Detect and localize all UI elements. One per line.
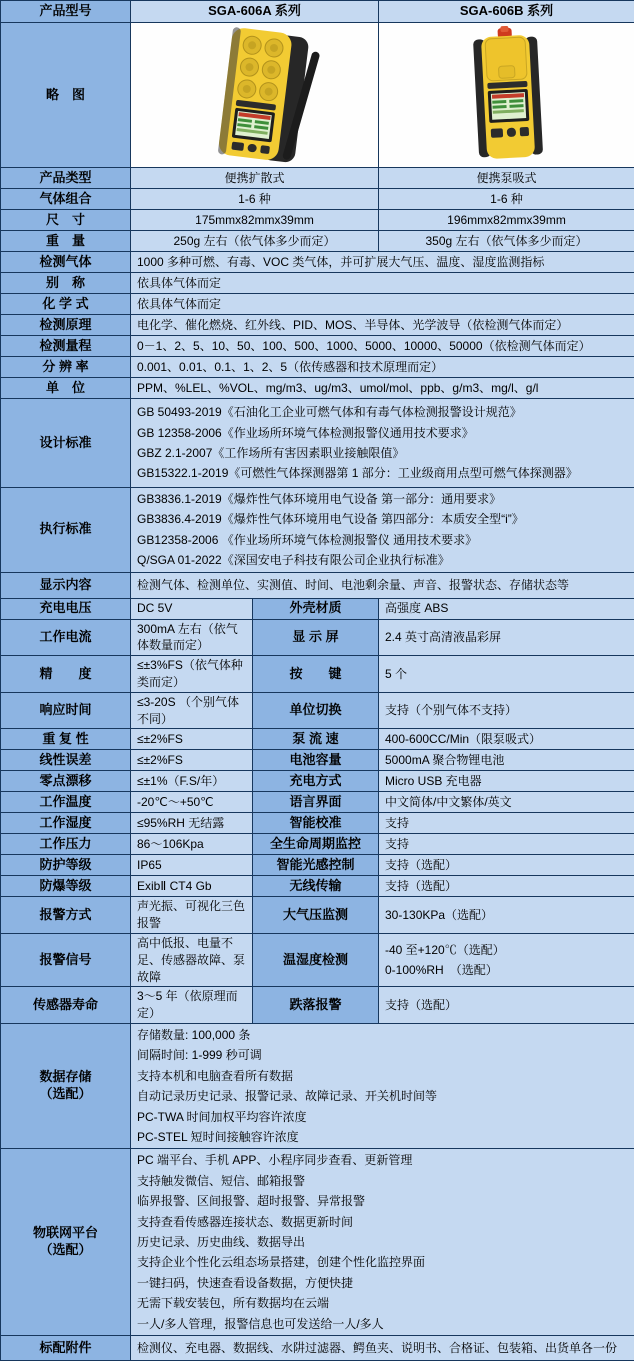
units-value: PPM、%LEL、%VOL、mg/m3、ug/m3、umol/mol、ppb、g/m3、mg/l、g/l [131,378,634,399]
table-row [1,834,634,855]
design-standard-line: GB 12358-2006《作业场所环境气体检测报警仪通用技术要求》 [137,423,628,443]
iot-platform-line: 历史记录、历史曲线、数据导出 [137,1232,628,1252]
data-storage-line: PC-TWA 时间加权平均容许浓度 [137,1107,628,1127]
row-label-display-content: 显示内容 [1,572,131,598]
table-row [1,252,634,273]
data-storage-line: 支持本机和电脑查看所有数据 [137,1066,628,1086]
row-label-exec-standard: 执行标准 [1,488,131,573]
charging-voltage-value: DC 5V [131,598,253,619]
row-label-product-type: 产品类型 [1,168,131,189]
exec-standard-value [131,488,634,573]
shell-material-value: 高强度 ABS [379,598,634,619]
row-label-shell-material: 外壳材质 [253,598,379,619]
table-row [1,210,634,231]
row-label-charging-method: 充电方式 [253,771,379,792]
resolution-value: 0.001、0.01、0.1、1、2、5（依传感器和技术原理而定） [131,357,634,378]
iot-platform-line: 支持触发微信、短信、邮箱报警 [137,1171,628,1191]
row-label-linearity-error: 线性误差 [1,750,131,771]
row-label-explosion-proof-rating: 防爆等级 [1,876,131,897]
row-label-sketch: 略 图 [1,23,131,168]
battery-capacity-value: 5000mA 聚合物锂电池 [379,750,634,771]
row-label-alarm-mode: 报警方式 [1,897,131,934]
iot-platform-line: 一人/多人管理，报警信息也可发送给一人/多人 [137,1314,628,1334]
buttons-value: 5 个 [379,656,634,693]
protection-rating-value: IP65 [131,855,253,876]
row-label-light-sensor-control: 智能光感控制 [253,855,379,876]
product-type-b: 便携泵吸式 [379,168,634,189]
exec-standard-line: GB12358-2006 《作业场所环境气体检测报警仪 通用技术要求》 [137,530,628,550]
design-standard-row [1,399,634,488]
exec-standard-line: GB3836.1-2019《爆炸性气体环境用电气设备 第一部分：通用要求》 [137,489,628,509]
row-label-drop-alarm: 跌落报警 [253,987,379,1024]
table-row [1,336,634,357]
table-row [1,619,634,656]
iot-platform-line: PC 端平台、手机 APP、小程序同步查看、更新管理 [137,1150,628,1170]
table-row [1,572,634,598]
weight-b: 350g 左右（依气体多少而定） [379,231,634,252]
iot-platform-line: 一键扫码，快速查看设备数据，方便快捷 [137,1273,628,1293]
row-label-accuracy: 精 度 [1,656,131,693]
drop-alarm-value: 支持（选配） [379,987,634,1024]
table-row [1,692,634,729]
unit-switch-value: 支持（个别气体不支持） [379,692,634,729]
data-storage-line: PC-STEL 短时间接触容许浓度 [137,1127,628,1147]
temp-humidity-line: 0-100%RH （选配） [385,960,628,980]
data-storage-value [131,1023,634,1148]
sensor-life-value: 3～5 年（依原理而定） [131,987,253,1024]
row-label-wireless-transmission: 无线传输 [253,876,379,897]
table-row [1,378,634,399]
alarm-mode-value: 声光振、可视化三色报警 [131,897,253,934]
iot-platform-value [131,1149,634,1336]
smart-calibration-value: 支持 [379,813,634,834]
data-storage-line: 自动记录历史记录、报警记录、故障记录、开关机时间等 [137,1086,628,1106]
model-a-title: SGA-606A 系列 [131,1,379,23]
header-row [1,1,634,23]
row-label-temp-humidity-detection: 温湿度检测 [253,934,379,987]
table-row [1,771,634,792]
working-humidity-value: ≤95%RH 无结露 [131,813,253,834]
row-label-product-model: 产品型号 [1,1,131,23]
table-row [1,656,634,693]
design-standard-value [131,399,634,488]
table-row [1,189,634,210]
charging-method-value: Micro USB 充电器 [379,771,634,792]
table-row [1,987,634,1024]
device-a-image-cell [131,23,379,168]
row-label-charging-voltage: 充电电压 [1,598,131,619]
row-label-language: 语言界面 [253,792,379,813]
iot-platform-row [1,1149,634,1336]
device-a-illustration [180,26,330,164]
row-label-detected-gases: 检测气体 [1,252,131,273]
row-label-lifecycle-monitoring: 全生命周期监控 [253,834,379,855]
data-storage-line: 间隔时间: 1-999 秒可调 [137,1045,628,1065]
working-current-value: 300mA 左右（依气体数量而定） [131,619,253,656]
chemical-formula-value: 依具体气体而定 [131,294,634,315]
row-label-sensor-life: 传感器寿命 [1,987,131,1024]
table-row [1,273,634,294]
table-row [1,792,634,813]
table-row [1,231,634,252]
row-label-protection-rating: 防护等级 [1,855,131,876]
row-label-battery-capacity: 电池容量 [253,750,379,771]
device-b-illustration [442,26,572,164]
row-label-alias: 别 称 [1,273,131,294]
row-label-display-screen: 显 示 屏 [253,619,379,656]
row-label-pump-flow: 泵 流 速 [253,729,379,750]
accessories-value: 检测仪、充电器、数据线、水阱过滤器、鳄鱼夹、说明书、合格证、包装箱、出货单各一份 [131,1336,634,1361]
table-row [1,934,634,987]
pump-flow-value: 400-600CC/Min（限泵吸式） [379,729,634,750]
iot-platform-label-line: （选配） [3,1242,128,1259]
weight-a: 250g 左右（依气体多少而定） [131,231,379,252]
row-label-design-standard: 设计标准 [1,399,131,488]
table-row [1,357,634,378]
table-row [1,315,634,336]
data-storage-line: 存储数量: 100,000 条 [137,1025,628,1045]
iot-platform-line: 支持企业个性化云组态场景搭建，创建个性化监控界面 [137,1252,628,1272]
row-label-smart-calibration: 智能校准 [253,813,379,834]
row-label-dimensions: 尺 寸 [1,210,131,231]
row-label-data-storage [1,1023,131,1148]
row-label-gas-combination: 气体组合 [1,189,131,210]
zero-drift-value: ≤±1%（F.S/年） [131,771,253,792]
design-standard-line: GB 50493-2019《石油化工企业可燃气体和有毒气体检测报警设计规范》 [137,402,628,422]
gas-combination-a: 1-6 种 [131,189,379,210]
device-b-image-cell [379,23,634,168]
iot-platform-line: 支持查看传感器连接状态、数据更新时间 [137,1212,628,1232]
explosion-proof-rating-value: ExibⅡ CT4 Gb [131,876,253,897]
display-screen-value: 2.4 英寸高清液晶彩屏 [379,619,634,656]
data-storage-label-line: 数据存储 [3,1069,128,1086]
row-label-unit-switch: 单位切换 [253,692,379,729]
temp-humidity-detection-value [379,934,634,987]
detection-range-value: 0－1、2、5、10、50、100、500、1000、5000、10000、50000（依检测气体而定） [131,336,634,357]
iot-platform-line: 临界报警、区间报警、超时报警、异常报警 [137,1191,628,1211]
row-label-working-temperature: 工作温度 [1,792,131,813]
design-standard-line: GB15322.1-2019《可燃性气体探测器第 1 部分：工业级商用点型可燃气体探测器》 [137,463,628,483]
detection-principle-value: 电化学、催化燃烧、红外线、PID、MOS、半导体、光学波导（依检测气体而定） [131,315,634,336]
barometric-monitoring-value: 30-130KPa（选配） [379,897,634,934]
temp-humidity-line: -40 至+120℃（选配） [385,940,628,960]
light-sensor-control-value: 支持（选配） [379,855,634,876]
linearity-error-value: ≤±2%FS [131,750,253,771]
design-standard-line: GBZ 2.1-2007《工作场所有害因素职业接触限值》 [137,443,628,463]
data-storage-label-line: （选配） [3,1086,128,1103]
lifecycle-monitoring-value: 支持 [379,834,634,855]
dimensions-b: 196mmx82mmx39mm [379,210,634,231]
row-label-chemical-formula: 化 学 式 [1,294,131,315]
table-row [1,813,634,834]
product-type-a: 便携扩散式 [131,168,379,189]
row-label-weight: 重 量 [1,231,131,252]
table-row [1,897,634,934]
model-b-title: SGA-606B 系列 [379,1,634,23]
table-row [1,729,634,750]
table-row [1,294,634,315]
row-label-resolution: 分 辨 率 [1,357,131,378]
alarm-signal-value: 高中低报、电量不足、传感器故障、泵故障 [131,934,253,987]
working-pressure-value: 86～106Kpa [131,834,253,855]
row-label-response-time: 响应时间 [1,692,131,729]
table-row [1,598,634,619]
row-label-zero-drift: 零点漂移 [1,771,131,792]
row-label-detection-principle: 检测原理 [1,315,131,336]
data-storage-row [1,1023,634,1148]
response-time-value: ≤3-20S （个别气体不同） [131,692,253,729]
row-label-working-current: 工作电流 [1,619,131,656]
row-label-buttons: 按 键 [253,656,379,693]
row-label-barometric-monitoring: 大气压监测 [253,897,379,934]
exec-standard-line: Q/SGA 01-2022《深国安电子科技有限公司企业执行标准》 [137,550,628,570]
display-content-value: 检测气体、检测单位、实测值、时间、电池剩余量、声音、报警状态、存储状态等 [131,572,634,598]
accuracy-value: ≤±3%FS（依气体种类而定） [131,656,253,693]
row-label-working-pressure: 工作压力 [1,834,131,855]
detected-gases-value: 1000 多种可燃、有毒、VOC 类气体，并可扩展大气压、温度、湿度监测指标 [131,252,634,273]
exec-standard-row [1,488,634,573]
table-row [1,750,634,771]
gas-combination-b: 1-6 种 [379,189,634,210]
exec-standard-line: GB3836.4-2019《爆炸性气体环境用电气设备 第四部分：本质安全型“i”》 [137,509,628,529]
working-temperature-value: -20℃～+50℃ [131,792,253,813]
table-row [1,855,634,876]
repeatability-value: ≤±2%FS [131,729,253,750]
dimensions-a: 175mmx82mmx39mm [131,210,379,231]
wireless-transmission-value: 支持（选配） [379,876,634,897]
row-label-detection-range: 检测量程 [1,336,131,357]
alias-value: 依具体气体而定 [131,273,634,294]
table-row [1,876,634,897]
table-row [1,168,634,189]
language-value: 中文简体/中文繁体/英文 [379,792,634,813]
iot-platform-line: 无需下载安装包，所有数据均在云端 [137,1293,628,1313]
iot-platform-label-line: 物联网平台 [3,1225,128,1242]
row-label-working-humidity: 工作湿度 [1,813,131,834]
row-label-units: 单 位 [1,378,131,399]
row-label-iot-platform [1,1149,131,1336]
row-label-alarm-signal: 报警信号 [1,934,131,987]
row-label-repeatability: 重 复 性 [1,729,131,750]
table-row [1,1336,634,1361]
sketch-row [1,23,634,168]
row-label-accessories: 标配附件 [1,1336,131,1361]
